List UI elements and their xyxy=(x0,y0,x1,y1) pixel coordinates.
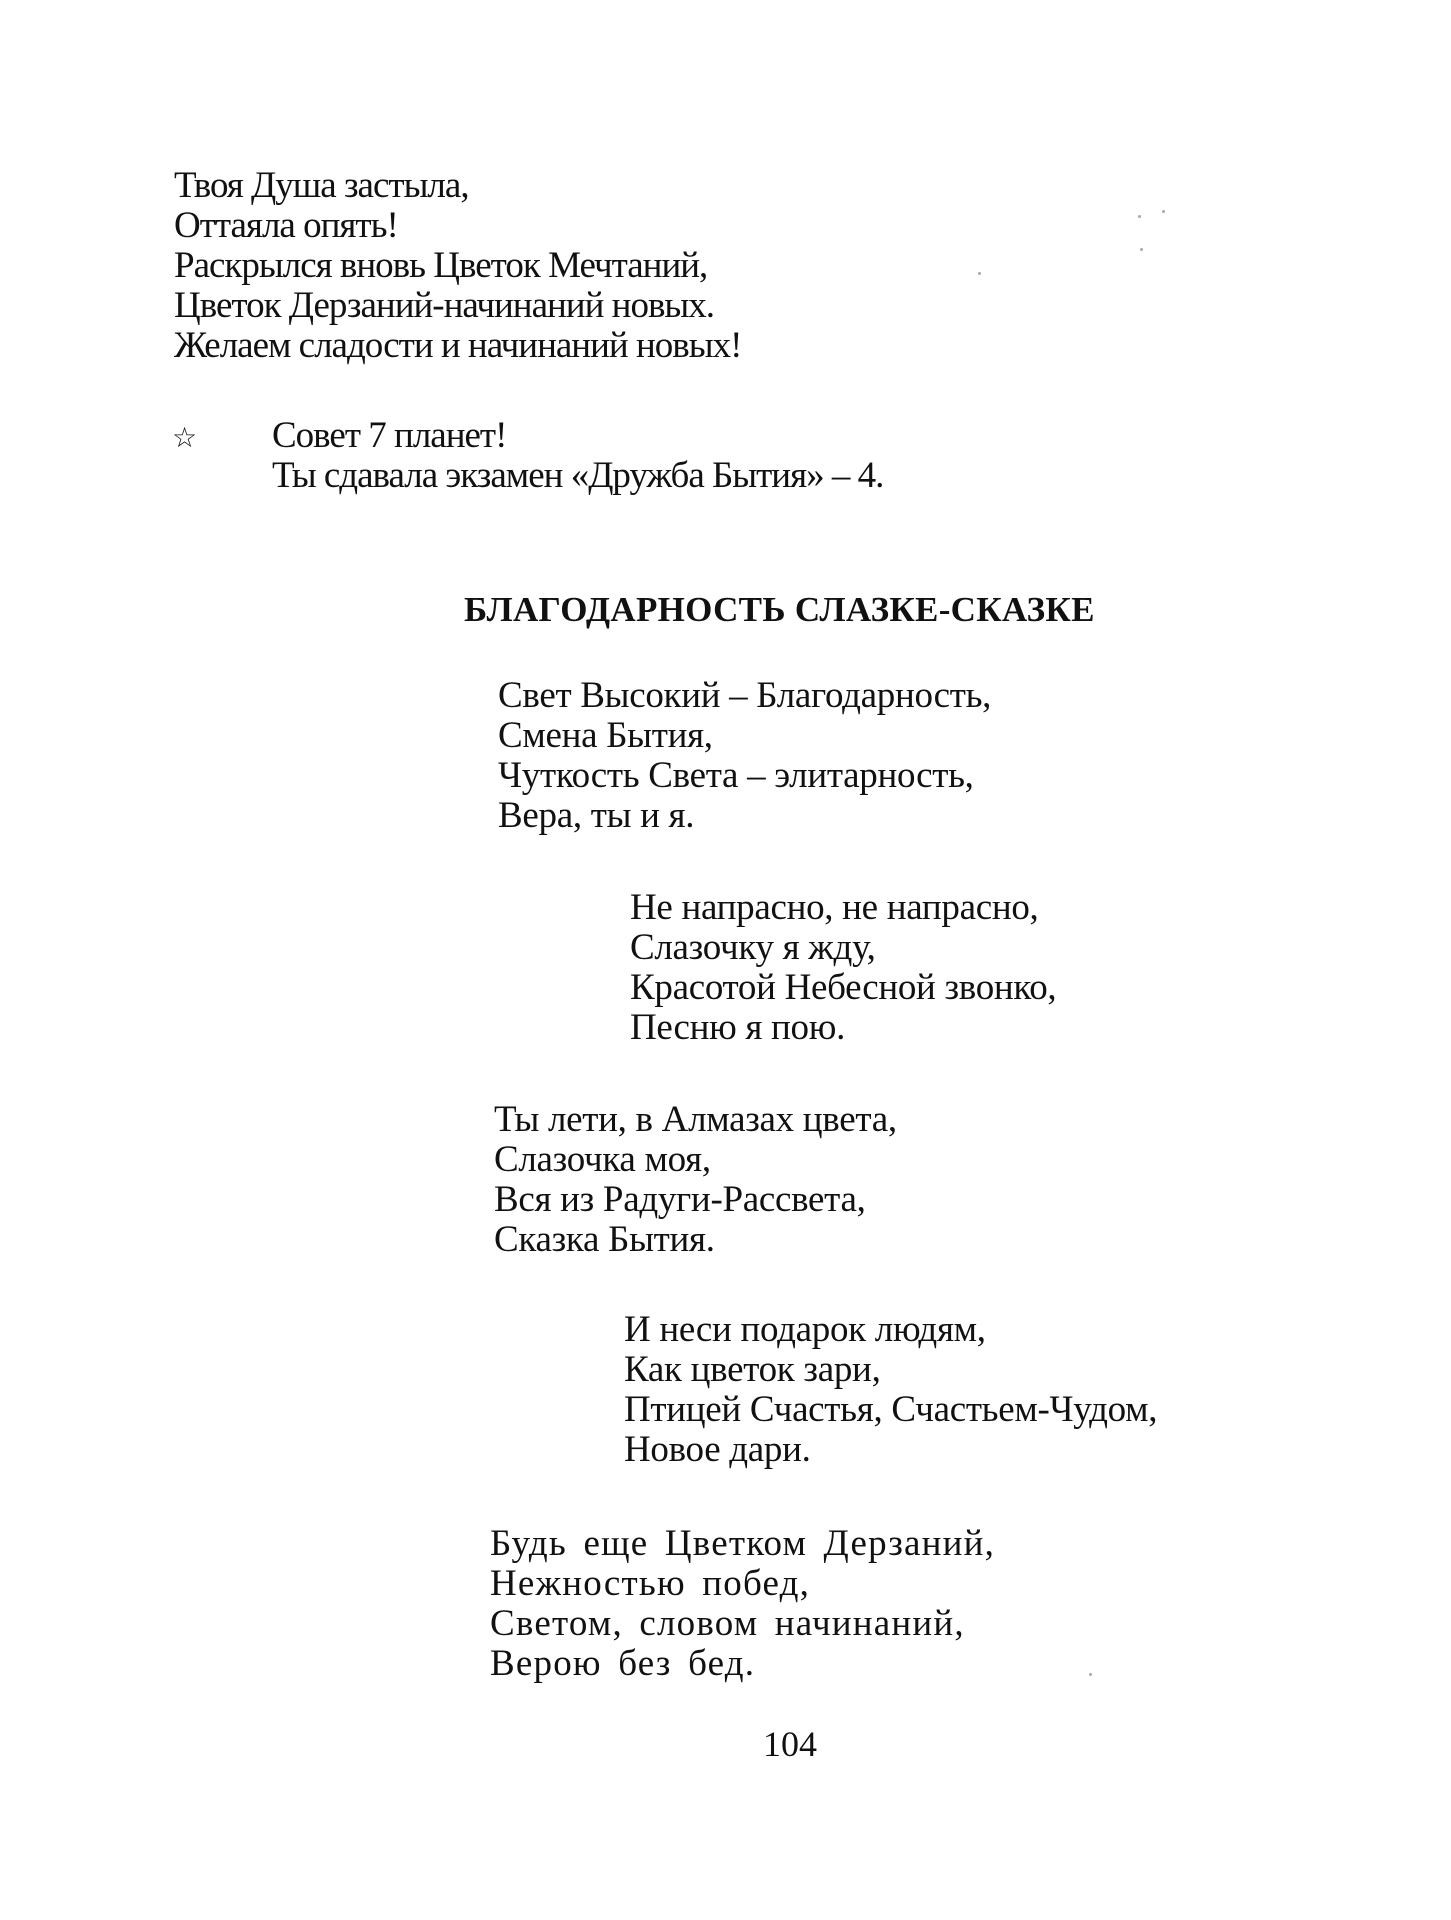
intro-stanza xyxy=(174,166,741,366)
page-number: 104 xyxy=(763,1724,817,1764)
poem-line: Верою без бед. xyxy=(490,1643,756,1684)
star-outline-icon: ☆ xyxy=(172,423,198,454)
poem-line: Раскрылся вновь Цветок Мечтаний, xyxy=(174,245,708,286)
poem-line: Сказка Бытия. xyxy=(494,1219,715,1260)
poem-line: Красотой Небесной звонко, xyxy=(630,967,1057,1008)
poem-line: Новое дари. xyxy=(624,1429,811,1470)
poem-line: Не напрасно, не напрасно, xyxy=(630,887,1039,928)
poem-line: Птицей Счастья, Счастьем-Чудом, xyxy=(624,1389,1158,1430)
poem-stanza-2 xyxy=(630,888,1056,1048)
poem-line: Нежностью побед, xyxy=(490,1563,811,1604)
scan-speck xyxy=(978,272,981,275)
poem-line: И неси подарок людям, xyxy=(624,1309,986,1350)
poem-line: Твоя Душа застыла, xyxy=(174,165,469,206)
poem-title: БЛАГОДАРНОСТЬ СЛАЗКЕ-СКАЗКЕ xyxy=(464,590,1095,629)
poem-line: Чуткость Света – элитарность, xyxy=(498,755,974,796)
scan-speck xyxy=(1138,215,1141,218)
poem-stanza-1 xyxy=(498,676,991,836)
poem-line: Вся из Радуги-Рассвета, xyxy=(494,1179,866,1220)
scan-speck xyxy=(1089,1673,1092,1676)
poem-line: Смена Бытия, xyxy=(498,715,713,756)
poem-line: Свет Высокий – Благодарность, xyxy=(498,675,992,716)
note-block xyxy=(272,416,883,496)
poem-line: Как цветок зари, xyxy=(624,1349,881,1390)
poem-line: Вера, ты и я. xyxy=(498,795,695,836)
poem-line: Оттаяла опять! xyxy=(174,205,398,246)
poem-stanza-5 xyxy=(490,1524,995,1684)
poem-stanza-4 xyxy=(624,1310,1157,1470)
poem-line: Цветок Дерзаний-начинаний новых. xyxy=(174,285,715,326)
note-line: Ты сдавала экзамен «Дружба Бытия» – 4. xyxy=(272,455,884,496)
poem-line: Слазочку я жду, xyxy=(630,927,876,968)
poem-line: Ты лети, в Алмазах цвета, xyxy=(494,1099,897,1140)
poem-stanza-3 xyxy=(494,1100,897,1260)
poem-line: Будь еще Цветком Дерзаний, xyxy=(490,1523,996,1564)
note-line: Совет 7 планет! xyxy=(272,415,507,456)
poem-line: Светом, словом начинаний, xyxy=(490,1603,965,1644)
poem-line: Слазочка моя, xyxy=(494,1139,711,1180)
poem-line: Песню я пою. xyxy=(630,1007,846,1048)
poem-line: Желаем сладости и начинаний новых! xyxy=(174,325,742,366)
scan-speck xyxy=(1140,248,1143,251)
scan-speck xyxy=(1162,210,1165,213)
